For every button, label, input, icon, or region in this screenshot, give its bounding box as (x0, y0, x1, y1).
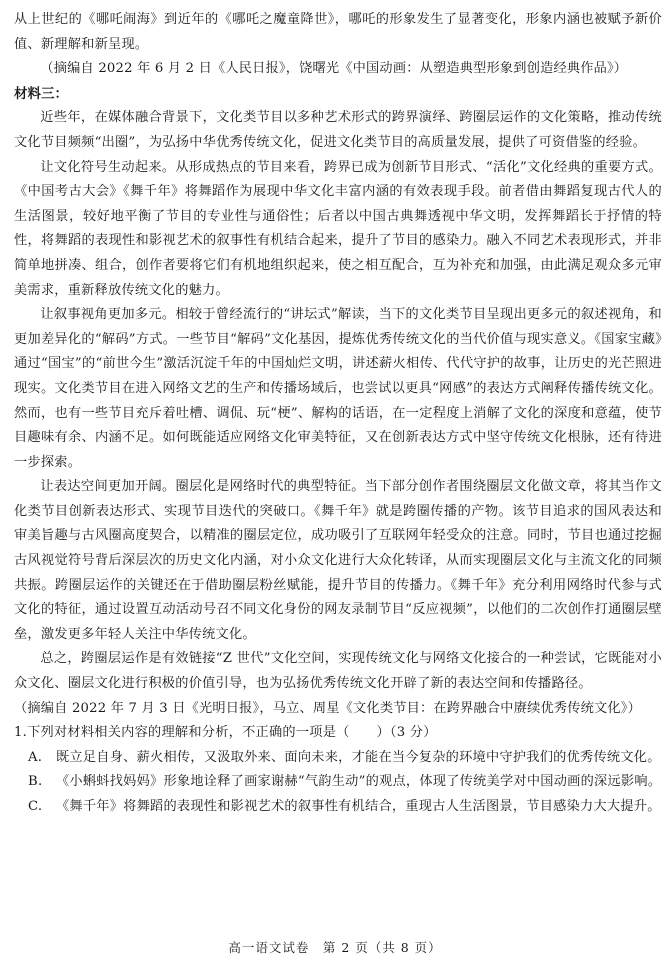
option-c-letter: C. (28, 799, 43, 814)
material-3-paragraph-4: 让表达空间更加开阔。圈层化是网络时代的典型特征。当下部分创作者围绕圈层文化做文章，将其当作文化类节目创新表达形式、实现节目迭代的突破口。《舞千年》就是跨圈传播的产物。该节目追求的国风表达和审美旨趣与古风圈高度契合，以精准的圈层定位，成功吸引了互联网年轻受众的注意。同时，节目也通过挖掘古风视觉符号背后深层次的历史文化内涵，对小众文化进行大众化转译，从而实现圈层文化与主流文化的同频共振。跨圈层运作的关键还在于借助圈层粉丝赋能，提升节目的传播力。《舞千年》充分利用网络时代参与式文化的特征，通过设置互动活动号召不同文化身份的网友录制节目“反应视频”，以他们的二次创作打通圈层壁垒，激发更多年轻人关注中华传统文化。 (14, 479, 662, 642)
source-citation-1: （摘编自 2022 年 6 月 2 日《人民日报》，饶曙光《中国动画：从塑造典型形象到创造经典作品》） (40, 61, 628, 77)
material-3-paragraph-3: 让叙事视角更加多元。相较于曾经流行的“讲坛式”解读，当下的文化类节目呈现出更多元的叙述视角，和更加差异化的“解码”方式。一些节目“解码”文化基因，提炼优秀传统文化的当代价值与现实意义。《国家宝藏》通过“国宝”的“前世今生”激活沉淀千年的中国灿烂文明，讲述薪火相传、代代守护的故事，让历史的光芒照进现实。文化类节目在进入网络文艺的生产和传播场域后，也尝试以更具“网感”的表达方式阐释传播传统文化。然而，也有一些节目充斥着吐槽、调侃、玩“梗”、解构的话语，在一定程度上消解了文化的深度和意蕴，使节目趣味有余、内涵不足。如何既能适应网络文化审美特征，又在创新表达方式中坚守传统文化根脉，还有待进一步探索。 (14, 307, 662, 470)
page-footer: 高一语文试卷 第 2 页（共 8 页） (228, 940, 442, 955)
material-3-paragraph-1: 近些年，在媒体融合背景下，文化类节目以多种艺术形式的跨界演绎、跨圈层运作的文化策略，推动传统文化节目频频“出圈”，为弘扬中华优秀传统文化，促进文化类节目的高质量发展，提供了可资借鉴的经验。 (14, 110, 662, 150)
option-b-text: 《小蝌蚪找妈妈》形象地诠释了画家谢赫“气韵生动”的观点，体现了传统美学对中国动画的深远影响。 (56, 774, 662, 790)
option-b (14, 770, 662, 795)
option-a-letter: A. (28, 749, 43, 765)
source-citation-2: （摘编自 2022 年 7 月 3 日《光明日报》，马立、周星《文化类节目：在跨界融合中赓续优秀传统文化》） (14, 700, 641, 716)
option-c-text: 《舞千年》将舞蹈的表现性和影视艺术的叙事性有机结合，重现古人生活图景，节目感染力大大提升。 (56, 799, 661, 814)
question-1-stem: 1.下列对材料相关内容的理解和分析，不正确的一项是（ ）（3 分） (14, 725, 437, 741)
material-3-heading: 材料三： (14, 85, 68, 102)
material-3-paragraph-5: 总之，跨圈层运作是有效链接“Z 世代”文化空间，实现传统文化与网络文化接合的一种尝试，它既能对小众文化、圈层文化进行积极的价值引导，也为弘扬优秀传统文化开辟了新的表达空间和传播路径。 (14, 651, 662, 692)
option-a-text: 既立足自身、薪火相传，又汲取外来、面向未来，才能在当今复杂的环境中守护我们的优秀传统文化。 (56, 749, 661, 765)
top-paragraph: 从上世纪的《哪吒闹海》到近年的《哪吒之魔童降世》，哪吒的形象发生了显著变化，形象内涵也被赋予新价值、新理解和新呈现。 (14, 12, 662, 52)
material-3-paragraph-2: 让文化符号生动起来。从形成热点的节目来看，跨界已成为创新节目形式、“活化”文化经典的重要方式。《中国考古大会》《舞千年》将舞蹈作为展现中华文化丰富内涵的有效表现手段。前者借由舞蹈复现古代人的生活图景，较好地平衡了节目的专业性与通俗性；后者以中国古典舞透视中华文明，发挥舞蹈长于抒情的特性，将舞蹈的表现性和影视艺术的叙事性有机结合起来，提升了节目的感染力。融入不同艺术表现形式，并非简单地拼凑、组合，创作者要将它们有机地组织起来，使之相互配合，互为补充和加强，由此满足观众多元审美需求，重新释放传统文化的魅力。 (14, 159, 662, 298)
option-a (14, 746, 662, 771)
exam-page (14, 8, 662, 820)
option-c (14, 795, 662, 820)
option-b-letter: B. (28, 774, 43, 790)
